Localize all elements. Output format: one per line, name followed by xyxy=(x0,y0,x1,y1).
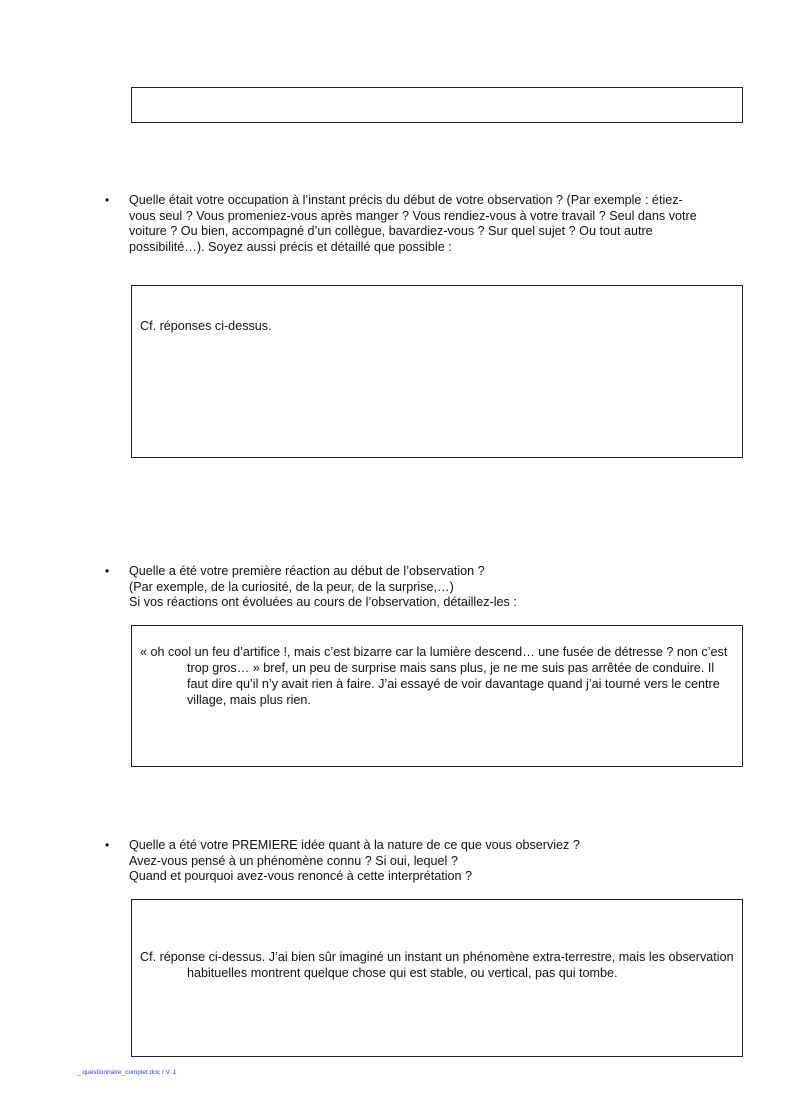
answer-box-3[interactable] xyxy=(131,899,743,1057)
question-2-line: (Par exemple, de la curiosité, de la peur, de la surprise,…) xyxy=(129,579,454,594)
question-1-line: voiture ? Ou bien, accompagné d’un collègue, bavardiez-vous ? Sur quel sujet ? Ou tout autre xyxy=(129,224,653,238)
answer-2-text: « oh cool un feu d’artifice !, mais c’est bizarre car la lumière descend… une fusée de détresse ? non c’est trop gros… » bref, un peu de surprise mais sans plus, je ne me suis pas arrêtée de conduire. Il faut dire qu’il n’y avait rien à faire. J’ai essayé de voir davantage quand j’ai tourné vers le centre village, mais plus rien. xyxy=(140,645,728,707)
question-2-bullet: • xyxy=(105,564,110,578)
question-3-line: Quelle a été votre PREMIERE idée quant à la nature de ce que vous observiez ? xyxy=(129,838,580,852)
question-3-line: Avez-vous pensé à un phénomène connu ? Si oui, lequel ? xyxy=(129,853,458,868)
question-1-line: Quelle était votre occupation à l’instant précis du début de votre observation ? (Par exemple : étiez- xyxy=(129,193,683,207)
answer-box-1[interactable] xyxy=(131,285,743,458)
answer-1-text: Cf. réponses ci-dessus. xyxy=(140,319,272,333)
question-2-text xyxy=(129,564,729,611)
question-2-line: Quelle a été votre première réaction au début de l’observation ? xyxy=(129,564,485,578)
question-1-line: vous seul ? Vous promeniez-vous après manger ? Vous rendiez-vous à votre travail ? Seul dans votre xyxy=(129,208,697,223)
previous-answer-box[interactable] xyxy=(131,87,743,123)
question-1-line: possibilité…). Soyez aussi précis et détaillé que possible : xyxy=(129,239,452,254)
question-3-text xyxy=(129,838,729,885)
answer-3-text: Cf. réponse ci-dessus. J’ai bien sûr imaginé un instant un phénomène extra-terrestre, mais les observation habituelles montrent quelque chose qui est stable, ou vertical, pas qui tombe. xyxy=(140,950,734,980)
question-3-line: Quand et pourquoi avez-vous renoncé à cette interprétation ? xyxy=(129,869,473,883)
document-footer: _ questionnaire_complet.doc / V. 1 xyxy=(77,1069,177,1076)
answer-box-2[interactable] xyxy=(131,625,743,767)
question-3-bullet: • xyxy=(105,838,110,852)
question-2-line: Si vos réactions ont évoluées au cours de l’observation, détaillez-les : xyxy=(129,595,517,609)
question-1-bullet: • xyxy=(105,193,110,207)
question-1-text xyxy=(129,193,729,255)
